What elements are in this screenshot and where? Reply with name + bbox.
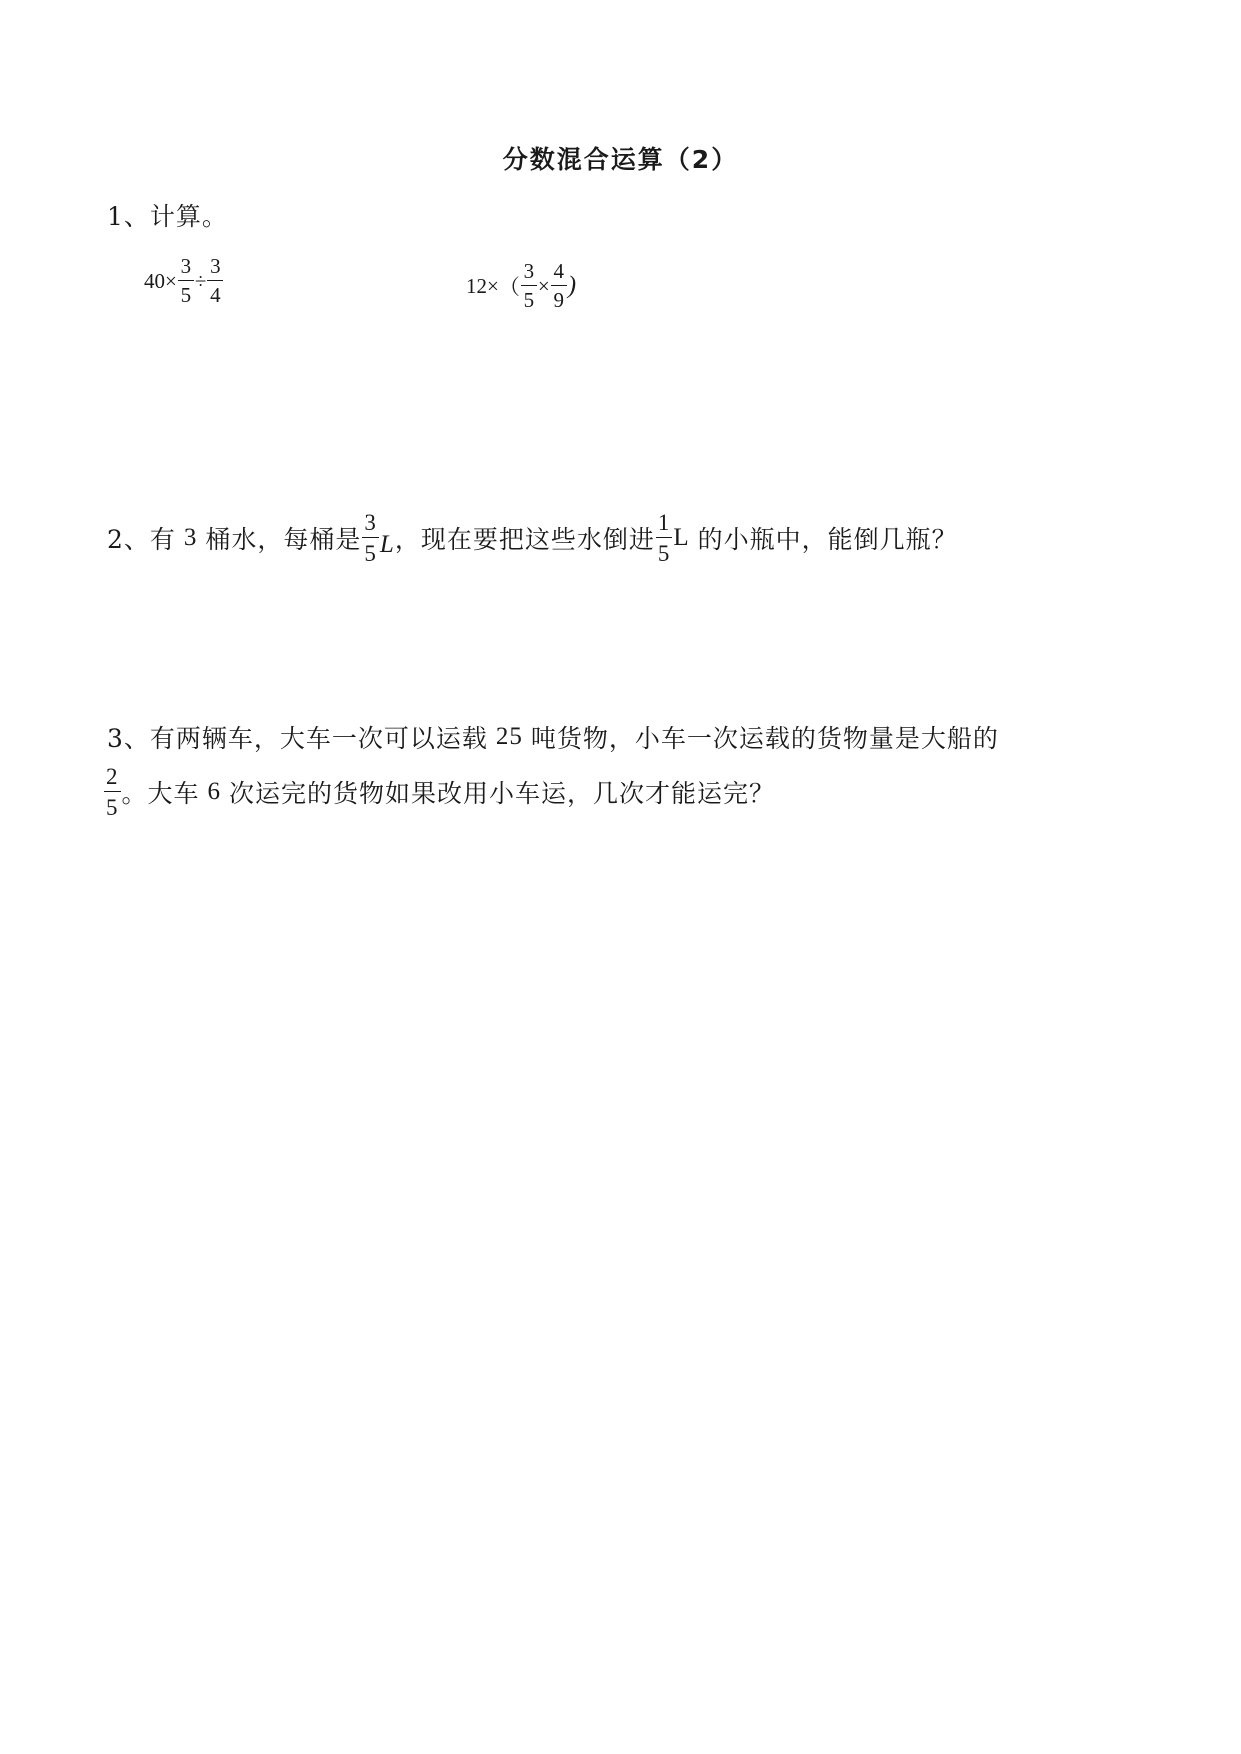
- fraction-numerator: 1: [656, 511, 673, 538]
- fraction-denominator: 5: [523, 288, 535, 312]
- expr-a-times: ×: [165, 268, 177, 293]
- q2-fraction-2: [656, 511, 673, 565]
- expression-a: [144, 256, 224, 306]
- fraction-numerator: 3: [207, 256, 223, 281]
- fraction-numerator: 2: [104, 765, 121, 792]
- q2-part-4: 的小瓶中，能倒几瓶？: [697, 525, 958, 554]
- q3-tons: 25: [495, 723, 523, 750]
- fraction-numerator: 4: [551, 261, 567, 286]
- fraction-numerator: 3: [178, 256, 194, 281]
- question-2: [107, 511, 958, 565]
- q2-count: 3: [183, 524, 198, 551]
- fraction-denominator: 4: [210, 283, 221, 307]
- expr-b-fraction-1: [521, 261, 537, 311]
- expr-a-divide: ÷: [194, 268, 207, 293]
- fraction-denominator: 5: [180, 283, 192, 307]
- question-3-line-1: [107, 719, 999, 755]
- fraction-denominator: 9: [553, 288, 564, 312]
- q3-line1-a: 3、有两辆车，大车一次可以运载: [107, 724, 488, 753]
- expr-b-lead: 12: [466, 273, 487, 298]
- question-1-heading-text: 1、计算。: [107, 202, 228, 231]
- q2-unit-2: L: [673, 524, 690, 551]
- q2-fraction-1: [362, 511, 379, 565]
- q3-line2-a: 。大车: [121, 779, 200, 808]
- expr-b-fraction-2: [551, 261, 567, 311]
- fraction-numerator: 3: [362, 511, 379, 538]
- fraction-denominator: 5: [106, 795, 119, 820]
- q3-fraction: [104, 765, 121, 819]
- fraction-denominator: 5: [657, 541, 671, 566]
- question-3-line-2: [103, 765, 775, 819]
- expr-a-fraction-2: [207, 256, 223, 306]
- expr-b-open-paren: （: [498, 275, 520, 299]
- q3-times-count: 6: [207, 778, 222, 805]
- fraction-denominator: 5: [364, 541, 377, 566]
- page-title: 分数混合运算（2）: [502, 145, 739, 174]
- expression-b: [466, 261, 576, 311]
- q2-part-1: 2、有: [107, 525, 176, 554]
- expr-a-fraction-1: [178, 256, 194, 306]
- fraction-numerator: 3: [521, 261, 537, 286]
- expr-b-close-paren: ): [567, 272, 577, 299]
- question-1-heading: [107, 197, 228, 233]
- q2-part-3: ，现在要把这些水倒进: [394, 525, 655, 554]
- expr-b-times: ×: [487, 273, 499, 298]
- q2-part-2: 桶水，每桶是: [205, 525, 362, 554]
- q2-unit-1: L: [379, 531, 395, 558]
- q3-line2-b: 次运完的货物如果改用小车运，几次才能运完？: [229, 779, 776, 808]
- expr-b-times-2: ×: [537, 273, 550, 298]
- expr-a-lead: 40: [144, 268, 165, 293]
- q3-line1-b: 吨货物，小车一次运载的货物量是大船的: [530, 724, 999, 753]
